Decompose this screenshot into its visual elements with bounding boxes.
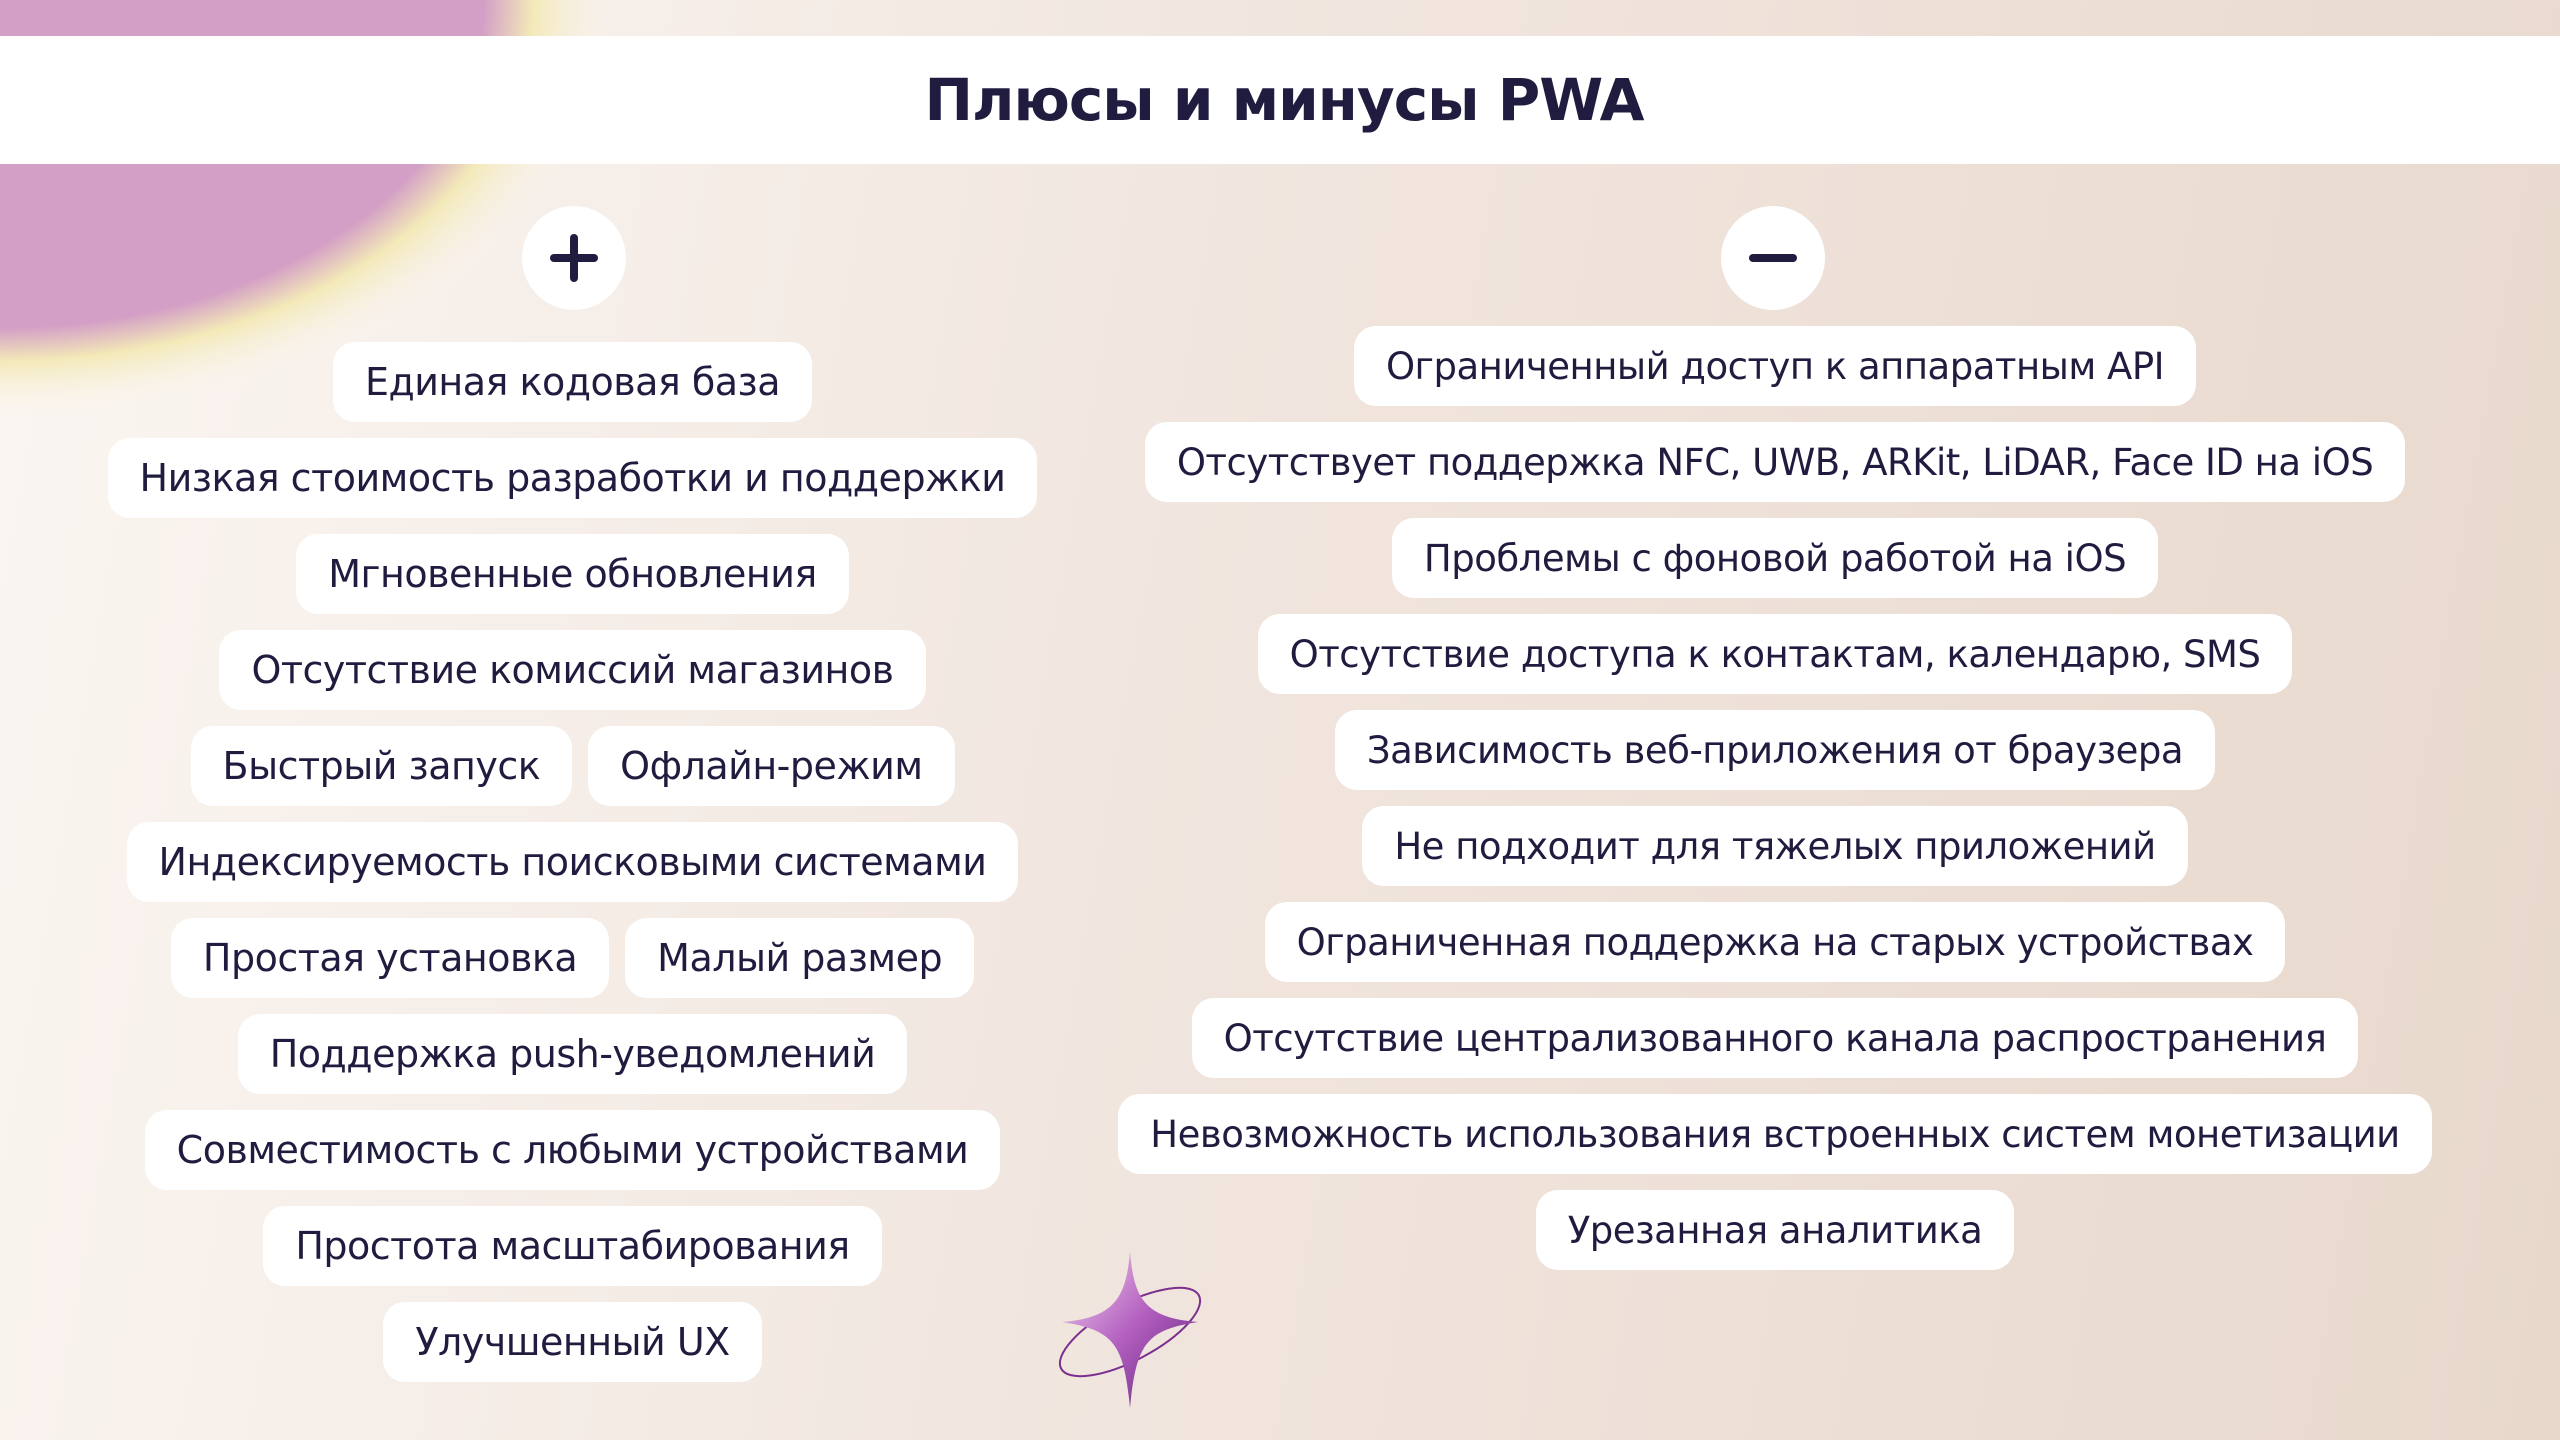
cons-row — [1118, 1094, 2431, 1174]
pros-row — [191, 726, 955, 806]
pros-item: Отсутствие комиссий магазинов — [219, 630, 925, 710]
pros-item: Единая кодовая база — [333, 342, 812, 422]
pros-row — [219, 630, 925, 710]
pros-item: Поддержка push-уведомлений — [238, 1014, 908, 1094]
pros-item: Мгновенные обновления — [296, 534, 849, 614]
pros-row — [127, 822, 1019, 902]
cons-row — [1362, 806, 2187, 886]
pros-item: Улучшенный UX — [383, 1302, 761, 1382]
pros-row — [108, 438, 1038, 518]
pros-item: Индексируемость поисковыми системами — [127, 822, 1019, 902]
cons-item: Зависимость веб-приложения от браузера — [1335, 710, 2215, 790]
cons-row — [1536, 1190, 2015, 1270]
cons-item: Отсутствие доступа к контактам, календарю, SMS — [1258, 614, 2293, 694]
page-title: Плюсы и минусы PWA — [924, 66, 1644, 134]
cons-item: Ограниченная поддержка на старых устройствах — [1265, 902, 2286, 982]
plus-icon — [548, 232, 600, 284]
cons-badge — [1721, 206, 1825, 310]
pros-badge — [522, 206, 626, 310]
minus-icon — [1747, 232, 1799, 284]
pros-item: Малый размер — [625, 918, 974, 998]
cons-item: Невозможность использования встроенных систем монетизации — [1118, 1094, 2431, 1174]
cons-row — [1192, 998, 2359, 1078]
pros-row — [383, 1302, 761, 1382]
cons-row — [1354, 326, 2196, 406]
pros-row — [238, 1014, 908, 1094]
pros-row — [263, 1206, 881, 1286]
cons-row — [1145, 422, 2405, 502]
pros-list — [0, 342, 1145, 1398]
pros-row — [171, 918, 974, 998]
pros-item: Простая установка — [171, 918, 609, 998]
pros-item: Быстрый запуск — [191, 726, 573, 806]
pros-item: Простота масштабирования — [263, 1206, 881, 1286]
cons-item: Проблемы с фоновой работой на iOS — [1392, 518, 2158, 598]
pros-item: Офлайн-режим — [588, 726, 954, 806]
cons-item: Не подходит для тяжелых приложений — [1362, 806, 2187, 886]
pros-row — [296, 534, 849, 614]
star-logo-icon — [1048, 1248, 1212, 1412]
pros-row — [333, 342, 812, 422]
cons-item: Отсутствие централизованного канала распространения — [1192, 998, 2359, 1078]
cons-list — [1105, 326, 2445, 1286]
cons-row — [1258, 614, 2293, 694]
cons-row — [1335, 710, 2215, 790]
cons-item: Отсутствует поддержка NFC, UWB, ARKit, LiDAR, Face ID на iOS — [1145, 422, 2405, 502]
cons-row — [1392, 518, 2158, 598]
pros-item: Низкая стоимость разработки и поддержки — [108, 438, 1038, 518]
pros-item: Совместимость с любыми устройствами — [145, 1110, 1001, 1190]
pros-row — [145, 1110, 1001, 1190]
cons-row — [1265, 902, 2286, 982]
cons-item: Урезанная аналитика — [1536, 1190, 2015, 1270]
title-bar — [0, 36, 2560, 164]
cons-item: Ограниченный доступ к аппаратным API — [1354, 326, 2196, 406]
